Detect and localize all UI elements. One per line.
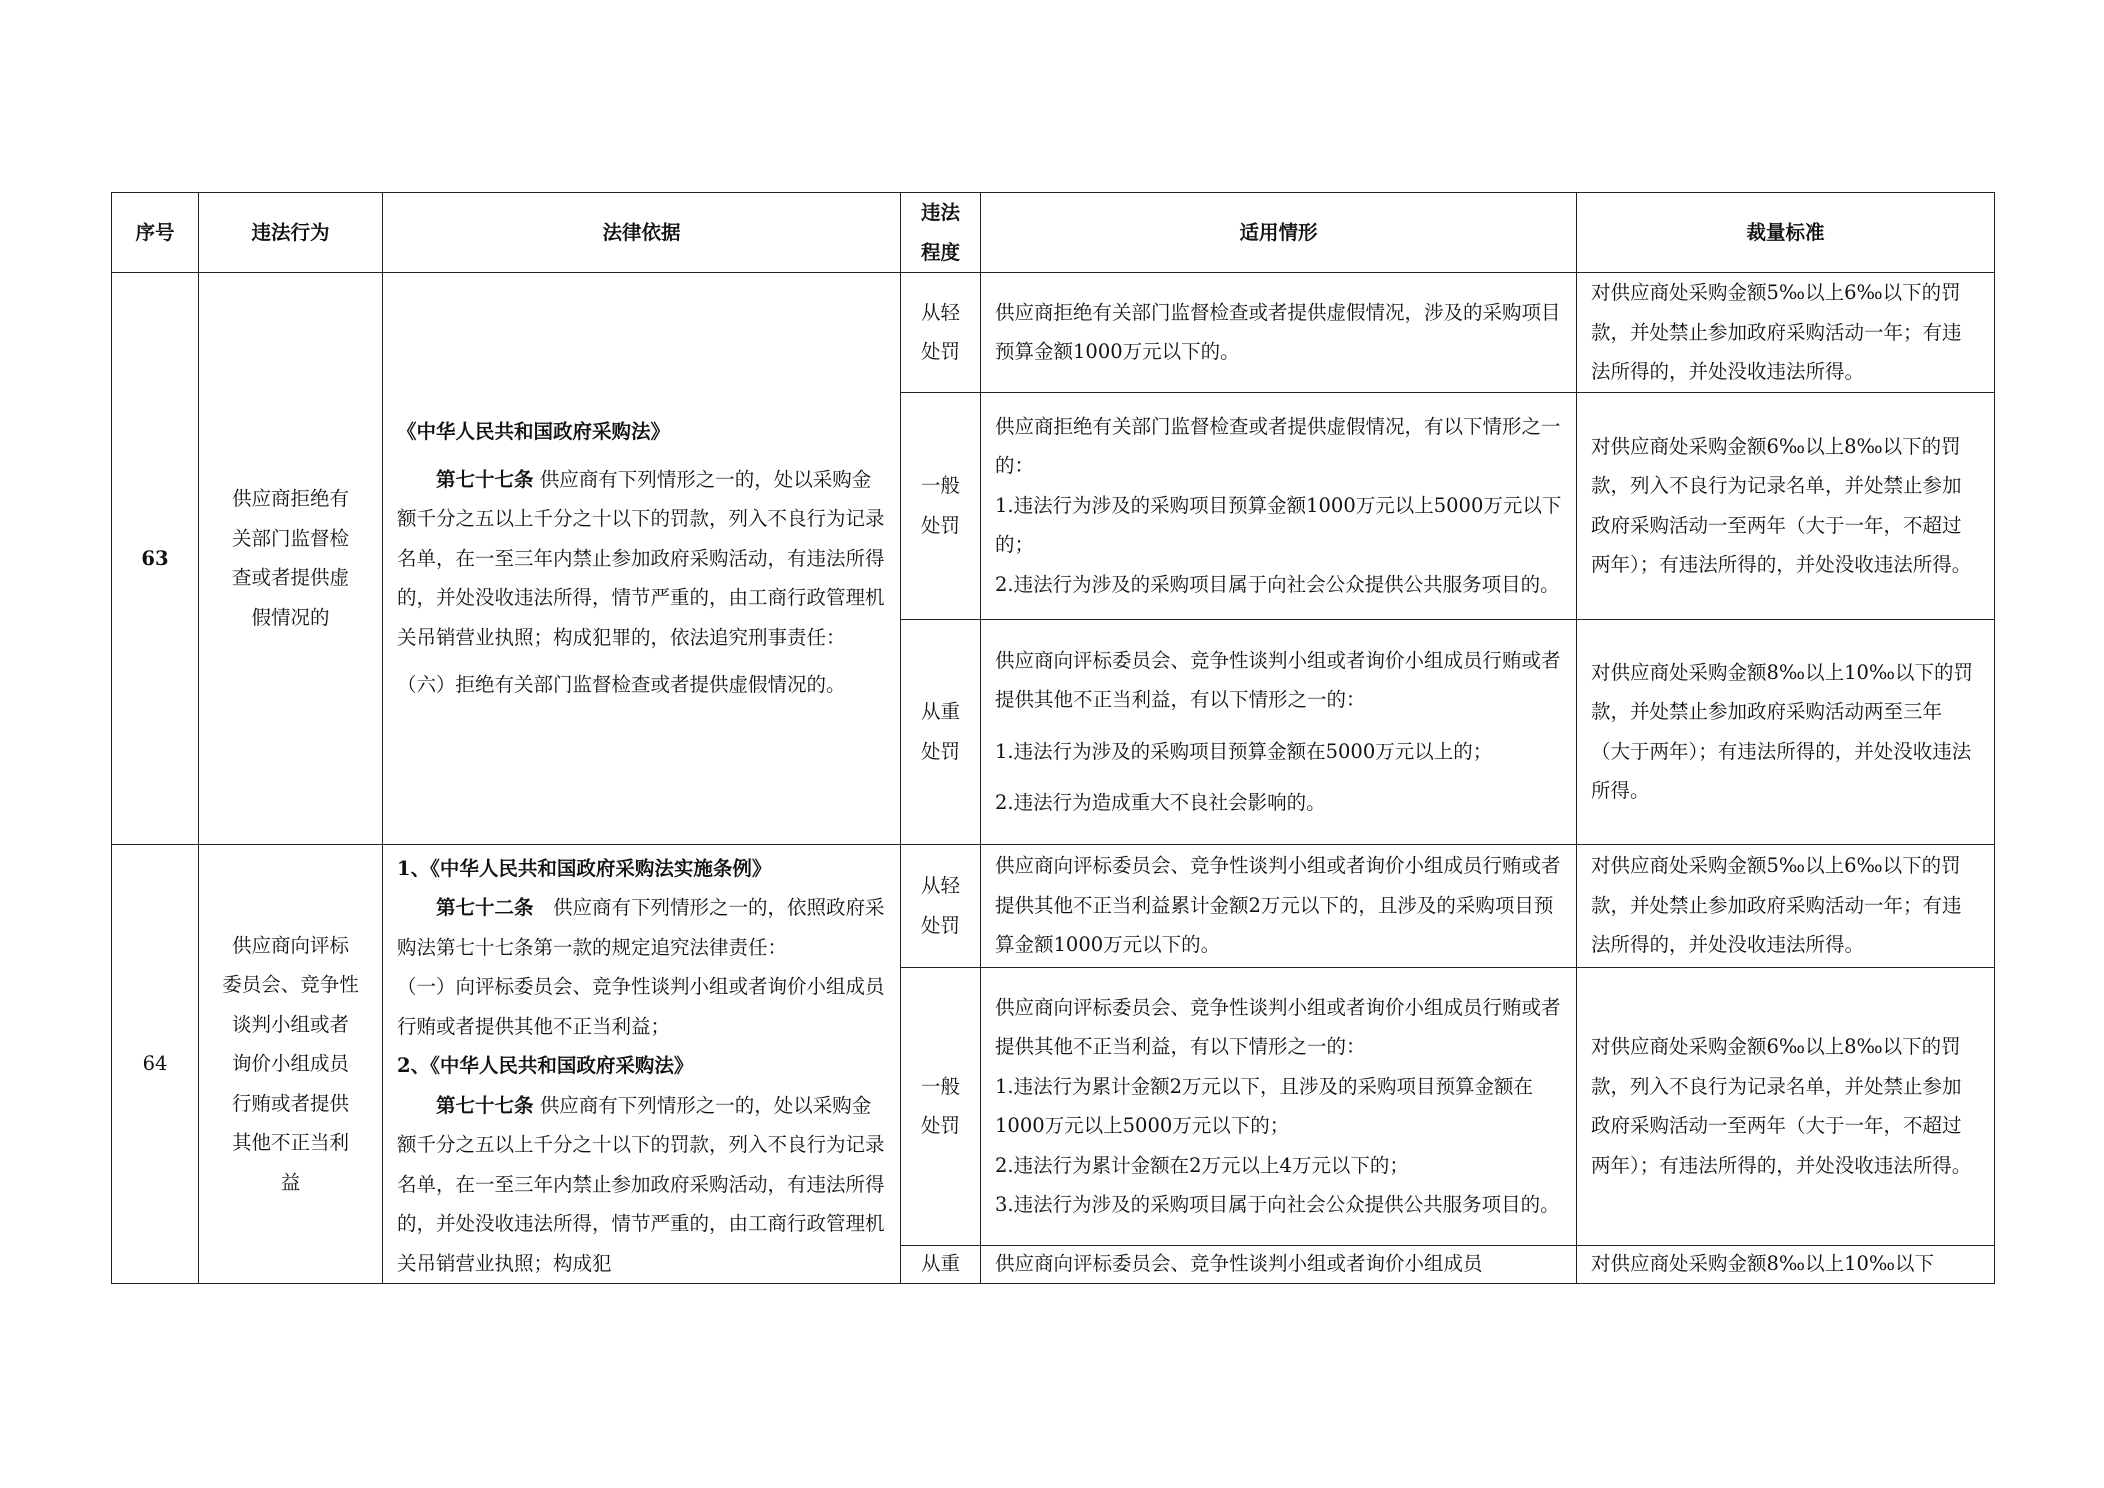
situation-item: 2.违法行为累计金额在2万元以上4万元以下的；: [995, 1153, 1409, 1177]
situation-cell: [981, 1245, 1577, 1283]
article-text: 供应商有下列情形之一的，处以采购金额千分之五以上千分之十以下的罚款，列入不良行为记录名单，在一至三年内禁止参加政府采购活动，有违法所得的，并处没收违法所得，情节严重的，由工商行政管理机关吊销营业执照；构成犯: [397, 1093, 885, 1275]
article-head: 第七十七条: [436, 467, 534, 491]
standard-cell: 对供应商处采购金额6‰以上8‰以下的罚款，列入不良行为记录名单，并处禁止参加政府采购活动一至两年（大于一年，不超过两年）；有违法所得的，并处没收违法所得。: [1577, 392, 1995, 619]
degree-line1: 从轻: [920, 874, 960, 898]
header-act: 违法行为: [199, 193, 383, 273]
situation-item: 1.违法行为涉及的采购项目预算金额1000万元以上5000万元以下的；: [995, 493, 1562, 557]
table-row: [112, 273, 1995, 393]
degree-cell: [901, 844, 981, 967]
standard-cell: 对供应商处采购金额5‰以上6‰以下的罚款，并处禁止参加政府采购活动一年；有违法所得的，并处没收违法所得。: [1577, 844, 1995, 967]
act-line: 行贿或者提供: [231, 1091, 349, 1115]
table-row: [112, 844, 1995, 967]
violation-act: [199, 844, 383, 1284]
act-line: 询价小组成员: [231, 1052, 349, 1075]
situation-item: 1.违法行为涉及的采购项目预算金额在5000万元以上的；: [995, 739, 1493, 763]
law-article: [397, 1086, 886, 1284]
degree-line2: 处罚: [920, 340, 960, 364]
situation-text: 供应商向评标委员会、竞争性谈判小组或者询价小组成员行贿或者提供其他不正当利益累计金额2万元以下的，且涉及的采购项目预算金额1000万元以下的。: [995, 854, 1561, 957]
situation-text: 供应商向评标委员会、竞争性谈判小组或者询价小组成员行贿或者提供其他不正当利益，有以下情形之一的：: [995, 995, 1561, 1059]
degree-cell: [901, 1245, 981, 1283]
situation-item: 2.违法行为造成重大不良社会影响的。: [995, 791, 1326, 814]
degree-line2: 处罚: [920, 1114, 960, 1138]
situation-text: 供应商向评标委员会、竞争性谈判小组或者询价小组成员行贿或者提供其他不正当利益，有以下情形之一的：: [995, 648, 1561, 711]
degree-cell: [901, 619, 981, 844]
degree-line1: 一般: [920, 1074, 960, 1098]
article-head: 第七十七条: [436, 1093, 534, 1117]
act-line: 益: [280, 1170, 301, 1194]
degree-line1: 从重: [920, 700, 960, 723]
situation-cell: [981, 844, 1577, 967]
degree-line1: 从重: [920, 1251, 960, 1275]
situation-cell: [981, 273, 1577, 393]
situation-item: 3.违法行为涉及的采购项目属于向社会公众提供公共服务项目的。: [995, 1193, 1560, 1217]
header-degree-line1: 违法: [920, 201, 960, 224]
header-degree: [901, 193, 981, 273]
row-index: 64: [112, 844, 199, 1284]
situation-item: 1.违法行为累计金额2万元以下，且涉及的采购项目预算金额在1000万元以上5000万元以下的；: [995, 1074, 1534, 1138]
article-text: 供应商有下列情形之一的，处以采购金额千分之五以上千分之十以下的罚款，列入不良行为记录名单，在一至三年内禁止参加政府采购活动，有违法所得的，并处没收违法所得，情节严重的，由工商行政管理机关吊销营业执照；构成犯罪的，依法追究刑事责任：: [397, 467, 885, 649]
act-line: 假情况的: [251, 605, 330, 629]
penalty-table: [111, 192, 1995, 1284]
degree-cell: [901, 392, 981, 619]
situation-item: 2.违法行为涉及的采购项目属于向社会公众提供公共服务项目的。: [995, 572, 1560, 596]
legal-basis: [383, 844, 901, 1284]
law-article: [397, 460, 886, 658]
situation-cell: [981, 619, 1577, 844]
situation-text: 供应商拒绝有关部门监督检查或者提供虚假情况，涉及的采购项目预算金额1000万元以下的。: [995, 300, 1561, 364]
degree-cell: [901, 967, 981, 1245]
act-line: 谈判小组或者: [231, 1012, 349, 1036]
violation-act: [199, 273, 383, 845]
table-header-row: [112, 193, 1995, 273]
header-index: 序号: [112, 193, 199, 273]
header-situation: 适用情形: [981, 193, 1577, 273]
standard-cell: 对供应商处采购金额6‰以上8‰以下的罚款，列入不良行为记录名单，并处禁止参加政府采购活动一至两年（大于一年，不超过两年）；有违法所得的，并处没收违法所得。: [1577, 967, 1995, 1245]
act-line: 查或者提供虚: [231, 566, 349, 590]
standard-cell: [1577, 1245, 1995, 1283]
law-item: （一）向评标委员会、竞争性谈判小组或者询价小组成员行贿或者提供其他不正当利益；: [397, 975, 885, 1038]
situation-text: 供应商向评标委员会、竞争性谈判小组或者询价小组成员: [995, 1251, 1483, 1275]
act-line: 其他不正当利: [231, 1131, 349, 1154]
standard-text: 对供应商处采购金额8‰以上10‰以下: [1591, 1251, 1935, 1275]
act-line: 供应商向评标: [231, 933, 349, 957]
law-article: [397, 888, 886, 967]
situation-cell: [981, 967, 1577, 1245]
act-line: 供应商拒绝有: [231, 487, 349, 511]
article-head: 第七十二条: [436, 896, 534, 919]
law-title: 2、《中华人民共和国政府采购法》: [397, 1054, 694, 1077]
situation-cell: [981, 392, 1577, 619]
legal-basis: [383, 273, 901, 845]
header-standard: 裁量标准: [1577, 193, 1995, 273]
standard-cell: 对供应商处采购金额8‰以上10‰以下的罚款，并处禁止参加政府采购活动两至三年（大于两年）；有违法所得的，并处没收违法所得。: [1577, 619, 1995, 844]
degree-line2: 处罚: [920, 913, 960, 937]
act-line: 关部门监督检: [231, 526, 349, 550]
header-degree-line2: 程度: [920, 240, 960, 264]
degree-line2: 处罚: [920, 513, 960, 537]
situation-text: 供应商拒绝有关部门监督检查或者提供虚假情况，有以下情形之一的：: [995, 414, 1561, 478]
degree-cell: [901, 273, 981, 393]
header-basis: 法律依据: [383, 193, 901, 273]
article-text: 供应商有下列情形之一的，依照政府采购法第七十七条第一款的规定追究法律责任：: [397, 896, 885, 959]
law-item: （六）拒绝有关部门监督检查或者提供虚假情况的。: [397, 673, 846, 696]
degree-line1: 从轻: [920, 300, 960, 324]
law-title: 《中华人民共和国政府采购法》: [397, 420, 671, 443]
degree-line1: 一般: [920, 474, 960, 497]
law-title: 1、《中华人民共和国政府采购法实施条例》: [397, 856, 772, 880]
standard-cell: 对供应商处采购金额5‰以上6‰以下的罚款，并处禁止参加政府采购活动一年；有违法所得的，并处没收违法所得。: [1577, 273, 1995, 393]
act-line: 委员会、竞争性: [222, 973, 359, 996]
degree-line2: 处罚: [920, 739, 960, 763]
row-index: 63: [112, 273, 199, 845]
